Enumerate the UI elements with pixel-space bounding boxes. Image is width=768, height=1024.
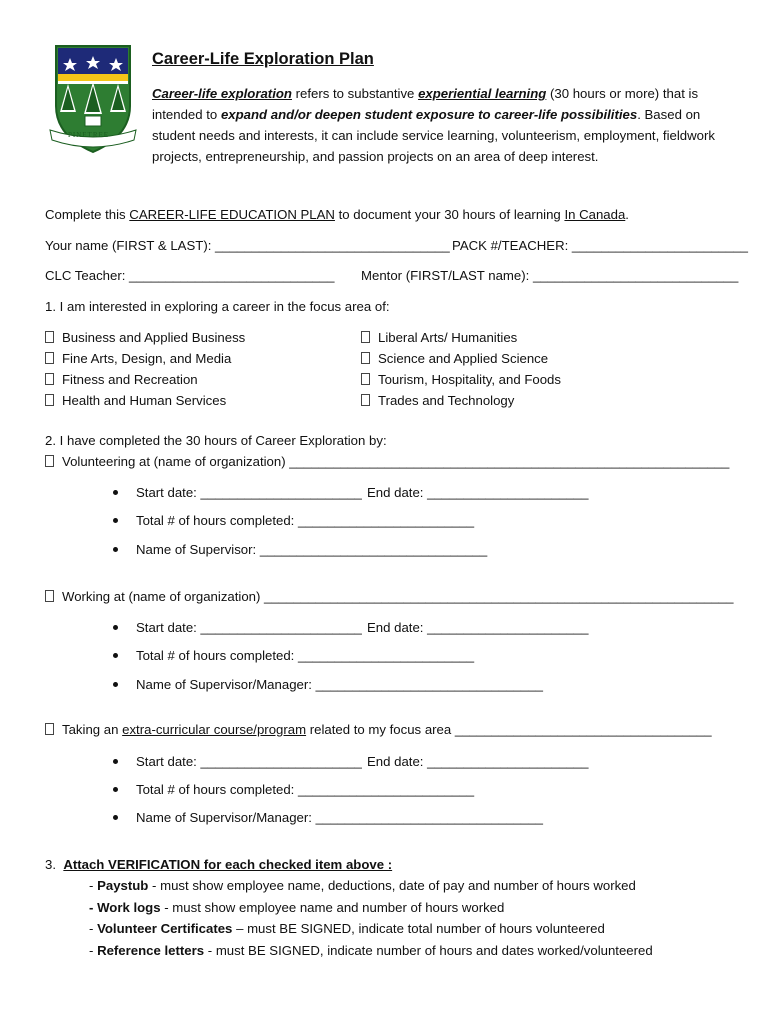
checkbox-icon[interactable]	[45, 394, 54, 406]
course-supervisor[interactable]	[113, 810, 543, 825]
volunteer-start-date[interactable]	[113, 485, 362, 500]
volunteer-end-date[interactable]: End date: ______________________	[367, 485, 589, 500]
total-hours-label: Total # of hours completed: ________________________	[136, 782, 475, 797]
focus-option-fitness[interactable]	[45, 372, 198, 387]
intro-expand: expand and/or deepen student exposure to career-life possibilities	[220, 107, 638, 122]
working-option[interactable]	[45, 589, 733, 604]
checkbox-icon[interactable]	[361, 373, 370, 385]
complete-pre: Complete this	[45, 207, 130, 222]
verification-text: - must BE SIGNED, indicate number of hours and dates worked/volunteered	[204, 943, 653, 958]
option-label: Trades and Technology	[378, 393, 515, 408]
complete-instruction	[45, 207, 629, 222]
question-3-text: Attach VERIFICATION for each checked item above :	[63, 857, 393, 872]
start-date-label: Start date: ______________________	[136, 485, 362, 500]
supervisor-label: Name of Supervisor: _______________________________	[136, 542, 488, 557]
school-crest-logo	[48, 44, 138, 156]
volunteering-option[interactable]	[45, 454, 729, 469]
verification-key: Work logs	[97, 900, 161, 915]
focus-option-liberal-arts[interactable]	[361, 330, 517, 345]
work-start-date[interactable]	[113, 620, 362, 635]
verification-key: Reference letters	[97, 943, 205, 958]
mentor-field[interactable]: Mentor (FIRST/LAST name): ____________________________	[361, 268, 739, 283]
verification-text: - must show employee name and number of hours worked	[160, 900, 505, 915]
start-date-label: Start date: ______________________	[136, 754, 362, 769]
page-title: Career-Life Exploration Plan	[152, 50, 374, 68]
option-label: Science and Applied Science	[378, 351, 549, 366]
working-label: Working at (name of organization) ________________________________________________________________	[62, 589, 734, 604]
focus-option-fine-arts[interactable]	[45, 351, 231, 366]
complete-canada: In Canada	[564, 207, 626, 222]
total-hours-label: Total # of hours completed: ________________________	[136, 648, 475, 663]
course-end-date[interactable]: End date: ______________________	[367, 754, 589, 769]
course-underlined: extra-curricular course/program	[122, 722, 307, 737]
question-2-label: 2. I have completed the 30 hours of Career Exploration by:	[45, 433, 387, 448]
checkbox-icon[interactable]	[45, 455, 54, 467]
clc-teacher-field[interactable]: CLC Teacher: ____________________________	[45, 268, 335, 283]
checkbox-icon[interactable]	[45, 723, 54, 735]
verification-text: - must show employee name, deductions, date of pay and number of hours worked	[148, 878, 636, 893]
total-hours-label: Total # of hours completed: ________________________	[136, 513, 475, 528]
question-1-label: 1. I am interested in exploring a career in the focus area of:	[45, 299, 390, 314]
bullet-icon	[113, 682, 118, 687]
intro-paragraph	[152, 83, 727, 167]
bullet-icon	[113, 490, 118, 495]
verification-text: – must BE SIGNED, indicate total number of hours volunteered	[232, 921, 605, 936]
focus-option-business[interactable]	[45, 330, 245, 345]
course-option[interactable]	[45, 722, 712, 737]
course-pre: Taking an	[62, 722, 123, 737]
course-post: related to my focus area ___________________________________	[306, 722, 712, 737]
focus-option-health[interactable]	[45, 393, 226, 408]
complete-mid: to document your 30 hours of learning	[334, 207, 565, 222]
volunteer-total-hours[interactable]	[113, 513, 474, 528]
question-3-number: 3.	[45, 857, 56, 872]
start-date-label: Start date: ______________________	[136, 620, 362, 635]
verification-key: Volunteer Certificates	[97, 921, 233, 936]
work-total-hours[interactable]	[113, 648, 474, 663]
question-3-label	[45, 857, 392, 872]
option-label: Business and Applied Business	[62, 330, 246, 345]
bullet-icon	[113, 653, 118, 658]
volunteer-supervisor[interactable]	[113, 542, 487, 557]
verification-key: Paystub	[97, 878, 149, 893]
verification-item-paystub: - Paystub - must show employee name, deductions, date of pay and number of hours worked	[89, 878, 636, 893]
bullet-icon	[113, 759, 118, 764]
volunteering-label: Volunteering at (name of organization) ____________________________________________________________	[62, 454, 730, 469]
course-total-hours[interactable]	[113, 782, 474, 797]
focus-option-tourism[interactable]	[361, 372, 561, 387]
supervisor-label: Name of Supervisor/Manager: _______________________________	[136, 677, 543, 692]
option-label: Tourism, Hospitality, and Foods	[378, 372, 561, 387]
option-label: Liberal Arts/ Humanities	[378, 330, 518, 345]
intro-text-1: refers to substantive	[291, 86, 419, 101]
work-supervisor[interactable]	[113, 677, 543, 692]
verification-item-work-logs: - Work logs - must show employee name and number of hours worked	[89, 900, 505, 915]
focus-option-trades[interactable]	[361, 393, 514, 408]
checkbox-icon[interactable]	[361, 352, 370, 364]
your-name-field[interactable]: Your name (FIRST & LAST): ________________________________	[45, 238, 450, 253]
bullet-icon	[113, 787, 118, 792]
checkbox-icon[interactable]	[361, 394, 370, 406]
work-end-date[interactable]: End date: ______________________	[367, 620, 589, 635]
bullet-icon	[113, 547, 118, 552]
crest-banner-text: PINETREE	[68, 131, 110, 139]
checkbox-icon[interactable]	[45, 331, 54, 343]
verification-item-certificates: - Volunteer Certificates – must BE SIGNED, indicate total number of hours volunteered	[89, 921, 605, 936]
intro-experiential: experiential learning	[418, 86, 547, 101]
option-label: Fitness and Recreation	[62, 372, 198, 387]
bullet-icon	[113, 518, 118, 523]
checkbox-icon[interactable]	[361, 331, 370, 343]
bullet-icon	[113, 625, 118, 630]
pack-teacher-field[interactable]: PACK #/TEACHER: ________________________	[452, 238, 748, 253]
checkbox-icon[interactable]	[45, 590, 54, 602]
checkbox-icon[interactable]	[45, 352, 54, 364]
bullet-icon	[113, 815, 118, 820]
option-label: Health and Human Services	[62, 393, 227, 408]
checkbox-icon[interactable]	[45, 373, 54, 385]
supervisor-label: Name of Supervisor/Manager: _______________________________	[136, 810, 543, 825]
verification-item-reference: - Reference letters - must BE SIGNED, indicate number of hours and dates worked/volunteered	[89, 943, 653, 958]
focus-option-science[interactable]	[361, 351, 548, 366]
intro-term: Career-life exploration	[152, 86, 292, 101]
complete-end: .	[625, 207, 629, 222]
intro-text-2: (30 hours or more) that is intended to	[152, 86, 699, 122]
complete-plan: CAREER-LIFE EDUCATION PLAN	[129, 207, 335, 222]
course-start-date[interactable]	[113, 754, 362, 769]
intro-text-3: . Based on student needs and interests, it can include service learning, volunteerism, employment, fieldwork projects, entrepreneurship, and passion projects on an area of deep interest.	[152, 107, 715, 164]
option-label: Fine Arts, Design, and Media	[62, 351, 232, 366]
